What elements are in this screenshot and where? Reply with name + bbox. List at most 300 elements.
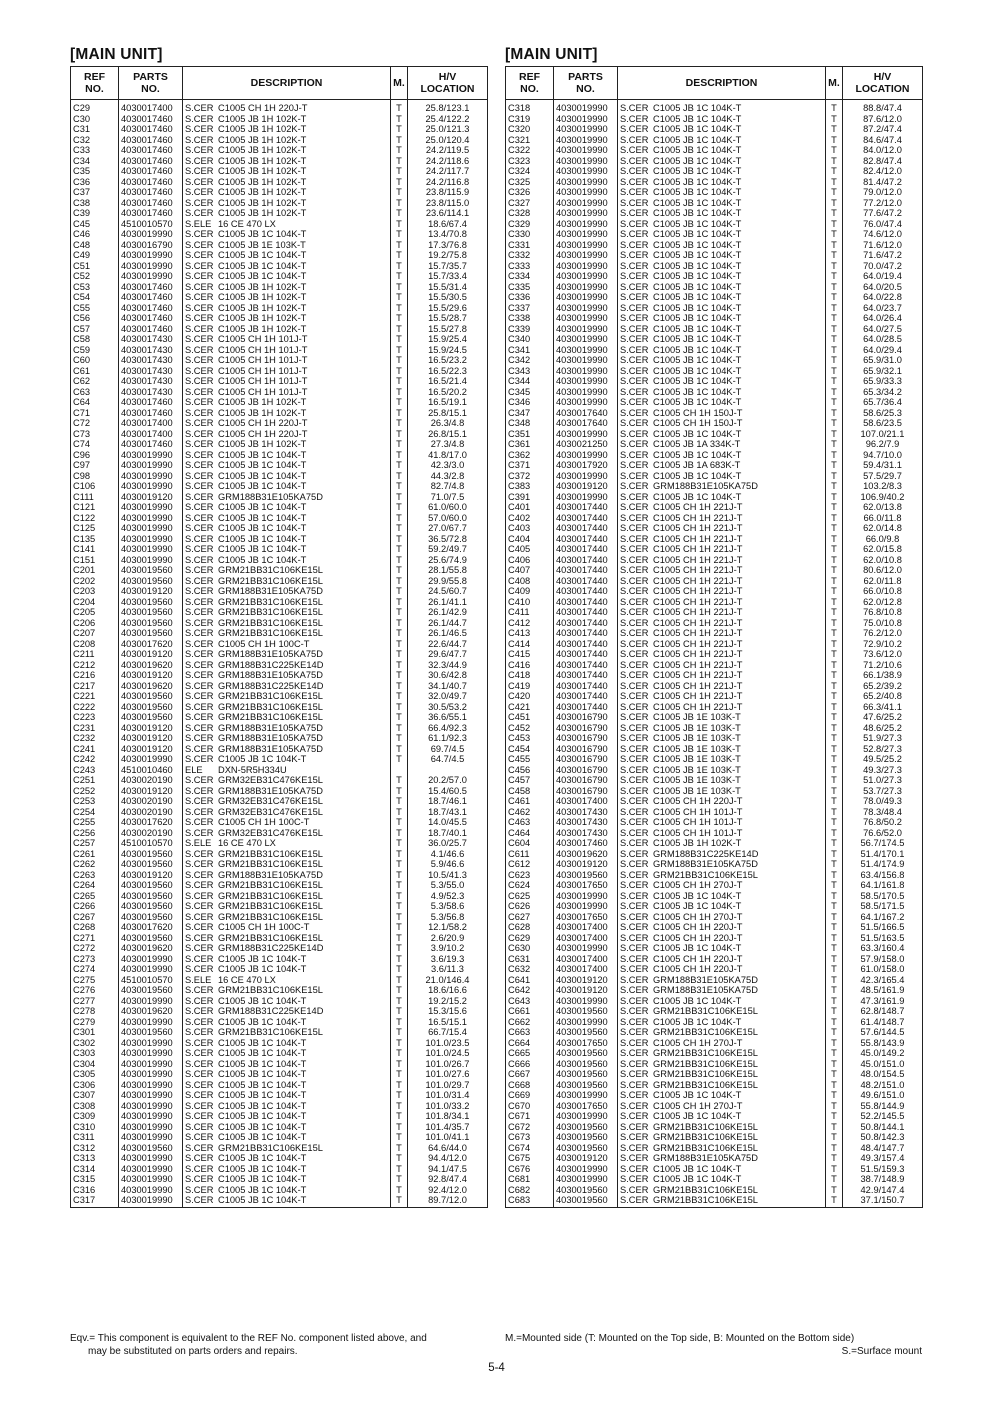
component-type: S.CER [185,323,214,334]
location-cell: 15.9/24.5 [408,345,488,356]
parts-no-cell: 4030017400 [554,933,618,944]
table-row [506,723,923,734]
table-row [506,166,923,177]
parts-no-cell: 4030017440 [554,628,618,639]
ref-no-cell: C402 [506,513,554,524]
description-cell [618,985,826,996]
table-row [506,1059,923,1070]
ref-no-cell: C223 [71,712,119,723]
component-value: C1005 CH 1H 221J-T [653,670,743,680]
location-cell: 4.9/52.3 [408,891,488,902]
mounted-side-cell: T [391,660,408,671]
component-type: S.CER [185,617,214,628]
component-type: S.CER [185,103,214,113]
ref-no-cell: C632 [506,964,554,975]
description-cell [183,817,391,828]
parts-no-cell: 4030017620 [119,817,183,828]
description-cell [618,523,826,534]
component-value: GRM21BB31C106KE15L [653,1184,758,1195]
component-value: C1005 JB 1C 104K-T [653,281,742,292]
parts-no-cell: 4030017440 [554,670,618,681]
table-row [71,492,488,503]
component-value: C1005 JB 1H 102K-T [218,155,307,166]
ref-no-cell: C111 [71,492,119,503]
description-cell [183,649,391,660]
component-type: S.CER [185,1069,214,1079]
location-cell: 64.1/161.8 [843,880,923,891]
parts-no-cell: 4030019990 [119,1164,183,1175]
component-value: C1005 JB 1E 103K-T [653,722,741,733]
location-cell: 58.5/171.5 [843,901,923,912]
table-row [506,439,923,450]
ref-no-cell: C243 [71,765,119,776]
location-cell: 101.0/33.2 [408,1101,488,1112]
component-type: S.CER [620,785,649,796]
description-cell [618,1048,826,1059]
mounted-side-cell: T [826,954,843,965]
mounted-side-cell: T [826,261,843,272]
parts-no-cell: 4030019990 [119,1048,183,1059]
component-value: C1005 JB 1C 104K-T [218,554,307,565]
table-row [71,1069,488,1080]
parts-no-cell: 4030019560 [119,985,183,996]
component-value: C1005 JB 1C 104K-T [218,250,307,260]
table-row [71,439,488,450]
ref-no-cell: C456 [506,765,554,776]
ref-no-cell: C33 [71,145,119,156]
component-type: S.CER [620,817,649,827]
header-description: DESCRIPTION [618,67,826,100]
description-cell [183,544,391,555]
mounted-side-cell: T [391,408,408,419]
location-cell: 29.6/47.7 [408,649,488,660]
table-row [506,292,923,303]
parts-no-cell: 4030017430 [119,366,183,377]
mounted-side-cell: T [391,1143,408,1154]
location-cell: 61.0/158.0 [843,964,923,975]
table-row [71,639,488,650]
component-type: S.CER [620,1153,649,1163]
component-type: S.CER [185,239,214,250]
parts-no-cell: 4510010460 [119,765,183,776]
mounted-side-cell: T [826,408,843,419]
location-cell: 51.5/159.3 [843,1164,923,1175]
mounted-side-cell: T [391,208,408,219]
mounted-side-cell: T [826,828,843,839]
description-cell [618,880,826,891]
location-cell: 37.1/150.7 [843,1195,923,1207]
mounted-side-cell: T [826,670,843,681]
component-value: GRM21BB31C106KE15L [218,691,323,701]
component-value: C1005 JB 1H 102K-T [218,302,307,313]
component-value: C1005 JB 1H 102K-T [218,113,307,124]
table-row [71,481,488,492]
table-row [71,1143,488,1154]
table-row [71,156,488,167]
ref-no-cell: C54 [71,292,119,303]
ref-no-cell: C276 [71,985,119,996]
ref-no-cell: C252 [71,786,119,797]
location-cell: 49.3/27.3 [843,765,923,776]
table-row [506,124,923,135]
description-cell [183,471,391,482]
mounted-side-cell: T [391,544,408,555]
description-cell [618,891,826,902]
ref-no-cell: C406 [506,555,554,566]
table-row [506,513,923,524]
description-cell [183,481,391,492]
parts-no-cell: 4030017460 [119,198,183,209]
parts-no-cell: 4030017460 [554,838,618,849]
description-cell [183,292,391,303]
parts-no-cell: 4030019990 [554,471,618,482]
parts-no-cell: 4030019990 [119,261,183,272]
mounted-side-cell: T [826,765,843,776]
description-cell [618,1111,826,1122]
component-value: C1005 CH 1H 221J-T [653,586,743,596]
mounted-side-cell: T [391,397,408,408]
mounted-side-cell: T [391,366,408,377]
description-cell [183,1164,391,1175]
ref-no-cell: C61 [71,366,119,377]
ref-no-cell: C626 [506,901,554,912]
parts-no-cell: 4030019990 [554,292,618,303]
mounted-side-cell: T [391,1059,408,1070]
table-row [506,922,923,933]
mounted-side-cell: T [391,282,408,293]
description-cell [183,628,391,639]
component-value: C1005 JB 1C 104K-T [218,995,307,1006]
ref-no-cell: C668 [506,1080,554,1091]
description-cell [183,733,391,744]
component-type: S.CER [620,932,649,943]
mounted-side-cell: T [826,649,843,660]
component-type: S.CER [620,1132,649,1142]
parts-no-cell: 4030019560 [119,880,183,891]
component-value: C1005 JB 1C 104K-T [218,470,307,481]
ref-no-cell: C216 [71,670,119,681]
component-value: C1005 JB 1E 103K-T [653,754,741,764]
mounted-side-cell: T [826,555,843,566]
table-row [71,1027,488,1038]
description-cell [618,366,826,377]
component-type: S.CER [620,491,649,502]
component-type: S.CER [620,1069,649,1079]
ref-no-cell: C667 [506,1069,554,1080]
table-row [506,334,923,345]
mounted-side-cell: T [826,660,843,671]
component-value: C1005 JB 1C 104K-T [653,155,742,166]
parts-no-cell: 4030019990 [119,250,183,261]
component-type: S.CER [620,1174,649,1184]
ref-no-cell: C673 [506,1132,554,1143]
component-type: S.CER [185,502,214,512]
description-cell [183,964,391,975]
mounted-side-cell: T [391,1174,408,1185]
mounted-side-cell: T [391,754,408,765]
ref-no-cell: C338 [506,313,554,324]
ref-no-cell: C265 [71,891,119,902]
parts-no-cell: 4030019990 [119,1153,183,1164]
table-row [506,1038,923,1049]
parts-no-cell: 4030019990 [554,901,618,912]
component-type: S.CER [185,523,214,533]
component-value: C1005 JB 1E 103K-T [653,712,741,722]
ref-no-cell: C217 [71,681,119,692]
mounted-side-cell: T [826,187,843,198]
ref-no-cell: C457 [506,775,554,786]
location-cell: 71.6/12.0 [843,240,923,251]
description-cell [183,754,391,765]
table-row [506,754,923,765]
location-cell: 5.9/46.6 [408,859,488,870]
component-type: S.CER [620,355,649,365]
table-row [71,229,488,240]
ref-no-cell: C625 [506,891,554,902]
location-cell: 77.2/12.0 [843,198,923,209]
component-type: S.CER [185,271,214,281]
component-value: GRM188B31E105KA75D [218,722,323,733]
table-row [506,828,923,839]
parts-no-cell: 4030019560 [554,1080,618,1091]
parts-no-cell: 4030019990 [119,1101,183,1112]
mounted-side-cell: T [826,576,843,587]
parts-no-cell: 4030017440 [554,639,618,650]
component-value: GRM21BB31C106KE15L [218,848,323,859]
component-value: C1005 JB 1E 103K-T [653,743,741,754]
location-cell: 59.4/31.1 [843,460,923,471]
component-type: S.CER [620,1090,649,1100]
location-cell: 57.0/60.0 [408,513,488,524]
header-ref-no: REF NO. [71,67,119,100]
description-cell [618,1174,826,1185]
location-cell: 36.5/72.8 [408,534,488,545]
ref-no-cell: C308 [71,1101,119,1112]
ref-no-cell: C203 [71,586,119,597]
parts-no-cell: 4030019560 [119,618,183,629]
table-row [71,250,488,261]
location-cell: 18.6/16.6 [408,985,488,996]
component-type: S.CER [185,796,214,806]
component-type: S.CER [185,680,214,691]
location-cell: 47.3/161.9 [843,996,923,1007]
component-type: S.CER [620,386,649,397]
location-cell: 80.6/12.0 [843,565,923,576]
ref-no-cell: C268 [71,922,119,933]
table-row [71,219,488,230]
location-cell: 62.0/12.8 [843,597,923,608]
ref-no-cell: C624 [506,880,554,891]
parts-no-cell: 4030019990 [119,1122,183,1133]
description-cell [618,166,826,177]
ref-no-cell: C263 [71,870,119,881]
component-type: S.CER [620,124,649,134]
table-row [506,586,923,597]
component-type: S.CER [185,386,214,397]
table-row [71,208,488,219]
description-cell [618,681,826,692]
location-cell: 27.3/4.8 [408,439,488,450]
component-value: GRM21BB31C106KE15L [653,1006,758,1016]
ref-no-cell: C274 [71,964,119,975]
component-value: C1005 JB 1C 104K-T [653,943,742,953]
ref-no-cell: C412 [506,618,554,629]
ref-no-cell: C98 [71,471,119,482]
location-cell: 88.8/47.4 [843,100,923,114]
component-value: GRM21BB31C106KE15L [218,617,323,628]
page-number: 5-4 [488,1362,505,1374]
parts-no-cell: 4030017400 [119,418,183,429]
component-value: GRM188B31C225KE14D [218,680,324,691]
mounted-side-cell: T [826,933,843,944]
location-cell: 15.9/25.4 [408,334,488,345]
component-type: S.CER [620,1184,649,1195]
location-cell: 62.8/148.7 [843,1006,923,1017]
component-value: C1005 JB 1C 104K-T [653,176,742,187]
component-type: S.CER [620,208,649,218]
ref-no-cell: C201 [71,565,119,576]
location-cell: 101.0/23.5 [408,1038,488,1049]
description-cell [618,639,826,650]
component-value: C1005 JB 1C 104K-T [218,1153,307,1163]
description-cell [618,156,826,167]
component-type: S.CER [185,1121,214,1132]
parts-no-cell: 4030019990 [554,313,618,324]
description-cell [183,1059,391,1070]
component-type: S.CER [185,481,214,491]
component-type: S.CER [620,365,649,376]
location-cell: 78.0/49.3 [843,796,923,807]
component-value: C1005 JB 1C 104K-T [653,386,742,397]
mounted-side-cell: T [826,534,843,545]
component-type: S.CER [185,649,214,659]
table-row [506,1027,923,1038]
table-row [71,1048,488,1059]
table-row [506,1111,923,1122]
ref-no-cell: C311 [71,1132,119,1143]
table-row [71,513,488,524]
parts-no-cell: 4030017400 [119,100,183,114]
component-type: S.CER [620,302,649,313]
ref-no-cell: C383 [506,481,554,492]
description-cell [618,712,826,723]
parts-no-cell: 4030019120 [119,744,183,755]
parts-no-cell: 4510010570 [119,838,183,849]
component-value: C1005 JB 1C 104K-T [218,1100,307,1111]
parts-no-cell: 4030016790 [554,723,618,734]
description-cell [183,1090,391,1101]
parts-no-cell: 4030017430 [554,828,618,839]
location-cell: 64.0/26.4 [843,313,923,324]
location-cell: 65.9/31.0 [843,355,923,366]
parts-no-cell: 4030019990 [119,1017,183,1028]
parts-no-cell: 4030019560 [119,576,183,587]
parts-no-cell: 4030019990 [554,114,618,125]
component-type: S.CER [185,512,214,523]
component-value: C1005 JB 1E 103K-T [653,785,741,796]
component-value: C1005 JB 1C 104K-T [218,1195,307,1205]
component-value: C1005 CH 1H 100C-T [218,817,310,827]
surface-mount-legend: S.=Surface mount [841,1345,922,1357]
mounted-side-cell: T [391,187,408,198]
location-cell: 36.6/55.1 [408,712,488,723]
location-cell: 49.3/157.4 [843,1153,923,1164]
component-value: C1005 JB 1C 104K-T [653,134,742,145]
mounted-side-cell: T [826,177,843,188]
table-header-row [71,67,488,100]
description-cell [618,502,826,513]
component-value: C1005 CH 1H 220J-T [653,796,743,806]
mounted-side-cell: T [391,1132,408,1143]
description-cell [183,376,391,387]
component-type: S.CER [185,743,214,754]
description-cell [183,786,391,797]
parts-no-cell: 4030019990 [554,124,618,135]
mounted-side-cell: T [826,198,843,209]
header-mounted: M. [391,67,408,100]
location-cell: 25.0/120.4 [408,135,488,146]
component-type: S.CER [185,166,214,176]
component-type: S.ELE [185,974,212,985]
component-value: C1005 CH 1H 101J-T [653,817,743,827]
description-cell [183,534,391,545]
table-row [71,1017,488,1028]
component-value: C1005 CH 1H 220J-T [653,922,743,932]
ref-no-cell: C418 [506,670,554,681]
component-value: GRM188B31E105KA75D [653,481,758,491]
table-row [71,670,488,681]
component-type: S.CER [185,554,214,565]
description-cell [618,754,826,765]
location-cell: 75.0/10.8 [843,618,923,629]
parts-no-cell: 4030017620 [119,639,183,650]
component-value: C1005 CH 1H 101J-T [653,827,743,838]
component-value: C1005 JB 1C 104K-T [218,1163,307,1174]
mounted-side-cell: T [826,712,843,723]
parts-no-cell: 4030017460 [119,124,183,135]
location-cell: 62.0/11.8 [843,576,923,587]
location-cell: 47.6/25.2 [843,712,923,723]
description-cell [618,240,826,251]
component-type: S.CER [185,1079,214,1090]
description-cell [183,261,391,272]
component-type: S.CER [620,754,649,764]
table-row [71,471,488,482]
location-cell: 74.6/12.0 [843,229,923,240]
table-row [71,366,488,377]
table-row [506,366,923,377]
component-value: C1005 CH 1H 221J-T [653,659,743,670]
table-row [506,639,923,650]
ref-no-cell: C277 [71,996,119,1007]
component-type: S.CER [620,544,649,554]
mounted-side-cell: T [391,177,408,188]
ref-no-cell: C74 [71,439,119,450]
component-type: S.CER [185,281,214,292]
ref-no-cell: C405 [506,544,554,555]
location-cell: 26.1/41.1 [408,597,488,608]
ref-no-cell: C329 [506,219,554,230]
ref-no-cell: C683 [506,1195,554,1207]
parts-no-cell: 4030019990 [554,355,618,366]
table-row [506,1185,923,1196]
component-value: C1005 CH 1H 100C-T [218,922,310,932]
ref-no-cell: C332 [506,250,554,261]
component-value: C1005 JB 1C 104K-T [653,260,742,271]
table-row [71,292,488,303]
ref-no-cell: C665 [506,1048,554,1059]
component-value: C1005 CH 1H 220J-T [653,953,743,964]
